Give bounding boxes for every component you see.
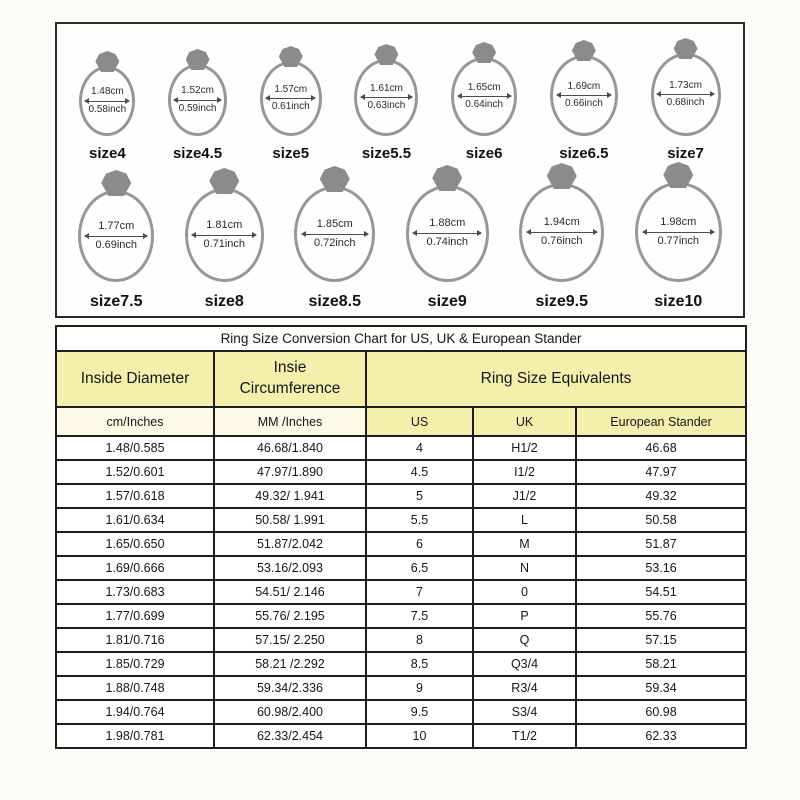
- table-cell: R3/4: [473, 676, 576, 700]
- table-cell: 51.87: [576, 532, 746, 556]
- ring-size-label: size9.5: [535, 293, 588, 310]
- ring-size-conversion-table: [55, 325, 747, 749]
- column-header-cm-inches: cm/Inches: [56, 407, 214, 436]
- diameter-arrow-icon: [174, 100, 221, 101]
- ring-diagram: [519, 163, 604, 311]
- table-cell: 5.5: [366, 508, 473, 532]
- ring-measurement: [553, 81, 615, 111]
- diameter-inch: 0.64inch: [465, 99, 504, 110]
- table-cell: J1/2: [473, 484, 576, 508]
- table-cell: I1/2: [473, 460, 576, 484]
- table-row: [56, 508, 746, 532]
- diameter-arrow-icon: [361, 97, 412, 98]
- table-row: [56, 652, 746, 676]
- table-cell: Q: [473, 628, 576, 652]
- table-cell: 54.51: [576, 580, 746, 604]
- ring-band-icon: [185, 188, 264, 282]
- diameter-arrow-icon: [302, 234, 368, 235]
- diameter-cm: 1.57cm: [274, 83, 308, 95]
- ring-size-label: size4.5: [172, 145, 223, 162]
- ring-band-icon: [354, 59, 418, 136]
- ring-size-label: size8: [204, 293, 244, 310]
- table-row: [56, 460, 746, 484]
- ring-diagram: [354, 44, 418, 162]
- table-cell: 57.15: [576, 628, 746, 652]
- ring-diagram: [78, 170, 154, 311]
- table-cell: L: [473, 508, 576, 532]
- ring-measurement: [188, 219, 261, 252]
- table-row: [56, 628, 746, 652]
- ring-measurement: [81, 220, 151, 253]
- group-header-equivalents: Ring Size Equivalents: [366, 351, 746, 407]
- ring-band-icon: [79, 66, 135, 136]
- ring-size-diagram-panel: [55, 22, 745, 318]
- diameter-inch: 0.61inch: [271, 101, 310, 112]
- table-cell: 5: [366, 484, 473, 508]
- ring-diagram: [79, 51, 135, 162]
- ring-row-1: [63, 38, 737, 162]
- diameter-inch: 0.66inch: [564, 98, 603, 109]
- table-cell: Q3/4: [473, 652, 576, 676]
- table-cell: H1/2: [473, 436, 576, 460]
- table-cell: 47.97/1.890: [214, 460, 366, 484]
- table-cell: 59.34: [576, 676, 746, 700]
- table-cell: 1.94/0.764: [56, 700, 214, 724]
- diameter-cm: 1.52cm: [181, 85, 214, 96]
- table-cell: 6: [366, 532, 473, 556]
- column-header-mm-inches: MM /Inches: [214, 407, 366, 436]
- diameter-cm: 1.77cm: [98, 219, 135, 232]
- diameter-cm: 1.48cm: [90, 86, 124, 97]
- table-cell: 57.15/ 2.250: [214, 628, 366, 652]
- diameter-inch: 0.74inch: [426, 236, 469, 248]
- ring-band-icon: [78, 190, 154, 282]
- ring-measurement: [263, 84, 319, 114]
- table-cell: 8.5: [366, 652, 473, 676]
- table-cell: 62.33: [576, 724, 746, 748]
- table-cell: 1.81/0.716: [56, 628, 214, 652]
- table-cell: 1.57/0.618: [56, 484, 214, 508]
- table-cell: 60.98/2.400: [214, 700, 366, 724]
- ring-size-label: size9: [427, 293, 467, 310]
- table-row: [56, 604, 746, 628]
- ring-measurement: [454, 82, 514, 112]
- ring-row-2: [63, 162, 737, 311]
- table-title-row: [56, 326, 746, 351]
- ring-band-icon: [260, 61, 322, 136]
- table-row: [56, 484, 746, 508]
- table-cell: 1.52/0.601: [56, 460, 214, 484]
- diameter-inch: 0.71inch: [203, 237, 246, 250]
- table-cell: T1/2: [473, 724, 576, 748]
- table-cell: 53.16: [576, 556, 746, 580]
- ring-measurement: [297, 218, 372, 251]
- table-cell: 50.58/ 1.991: [214, 508, 366, 532]
- ring-size-label: size4: [88, 145, 126, 162]
- ring-diagram: [260, 46, 322, 162]
- diameter-arrow-icon: [413, 233, 481, 234]
- ring-size-label: size5.5: [361, 145, 412, 162]
- ring-band-icon: [519, 183, 604, 282]
- table-row: [56, 556, 746, 580]
- table-cell: 1.61/0.634: [56, 508, 214, 532]
- ring-diagram: [651, 38, 721, 162]
- diameter-arrow-icon: [527, 232, 597, 233]
- table-row: [56, 580, 746, 604]
- table-cell: 6.5: [366, 556, 473, 580]
- ring-size-label: size7.5: [90, 293, 143, 310]
- group-header-inside-diameter: Inside Diameter: [56, 351, 214, 407]
- table-cell: 59.34/2.336: [214, 676, 366, 700]
- table-cell: 0: [473, 580, 576, 604]
- diameter-arrow-icon: [192, 235, 256, 236]
- diameter-arrow-icon: [557, 95, 612, 96]
- diameter-cm: 1.73cm: [669, 79, 702, 91]
- ring-band-icon: [451, 57, 517, 136]
- ring-band-icon: [168, 64, 227, 136]
- diameter-inch: 0.77inch: [657, 234, 700, 247]
- ring-measurement: [522, 216, 601, 249]
- table-cell: 51.87/2.042: [214, 532, 366, 556]
- group-header-circumference: [214, 351, 366, 407]
- column-header-us: US: [366, 407, 473, 436]
- diameter-cm: 1.65cm: [467, 81, 501, 93]
- diameter-cm: 1.81cm: [206, 218, 243, 231]
- diameter-cm: 1.88cm: [429, 217, 466, 230]
- ring-diagram: [635, 162, 722, 311]
- table-row: [56, 700, 746, 724]
- group-header-circumference-text: Insie Circumference: [239, 359, 341, 397]
- table-cell: 1.85/0.729: [56, 652, 214, 676]
- table-row: [56, 532, 746, 556]
- diameter-arrow-icon: [266, 98, 315, 99]
- ring-diagram: [168, 49, 227, 162]
- table-cell: P: [473, 604, 576, 628]
- diameter-arrow-icon: [85, 101, 129, 102]
- ring-measurement: [409, 217, 486, 250]
- diameter-arrow-icon: [458, 96, 511, 97]
- ring-diagram: [406, 165, 489, 311]
- table-cell: 1.77/0.699: [56, 604, 214, 628]
- table-cell: 9.5: [366, 700, 473, 724]
- table-cell: 60.98: [576, 700, 746, 724]
- diameter-inch: 0.72inch: [313, 236, 356, 249]
- ring-measurement: [638, 216, 719, 249]
- ring-size-label: size7: [667, 145, 704, 162]
- table-title: Ring Size Conversion Chart for US, UK & European Stander: [56, 326, 746, 351]
- ring-measurement: [171, 85, 224, 115]
- diameter-cm: 1.94cm: [543, 216, 580, 229]
- ring-size-label: size8.5: [308, 293, 361, 310]
- diameter-cm: 1.98cm: [660, 215, 697, 228]
- table-cell: M: [473, 532, 576, 556]
- diameter-cm: 1.69cm: [567, 80, 601, 92]
- diameter-arrow-icon: [85, 236, 147, 237]
- table-cell: 1.48/0.585: [56, 436, 214, 460]
- ring-size-label: size6: [465, 145, 503, 162]
- table-cell: 46.68/1.840: [214, 436, 366, 460]
- table-cell: 50.58: [576, 508, 746, 532]
- table-cell: 49.32: [576, 484, 746, 508]
- table-cell: 47.97: [576, 460, 746, 484]
- diameter-inch: 0.59inch: [178, 102, 217, 114]
- table-cell: 54.51/ 2.146: [214, 580, 366, 604]
- table-cell: 62.33/2.454: [214, 724, 366, 748]
- table-cell: 1.98/0.781: [56, 724, 214, 748]
- ring-diagram: [550, 40, 618, 162]
- table-cell: 8: [366, 628, 473, 652]
- diameter-inch: 0.69inch: [95, 238, 138, 251]
- ring-size-label: size6.5: [559, 145, 609, 162]
- ring-diagram: [451, 42, 517, 162]
- column-header-uk: UK: [473, 407, 576, 436]
- table-cell: 1.88/0.748: [56, 676, 214, 700]
- column-header-european: European Stander: [576, 407, 746, 436]
- table-cell: 53.16/2.093: [214, 556, 366, 580]
- table-row: [56, 724, 746, 748]
- table-cell: 58.21 /2.292: [214, 652, 366, 676]
- table-cell: 1.73/0.683: [56, 580, 214, 604]
- table-cell: 1.65/0.650: [56, 532, 214, 556]
- ring-measurement: [357, 83, 415, 113]
- table-cell: 4: [366, 436, 473, 460]
- ring-measurement: [654, 80, 718, 110]
- diameter-inch: 0.76inch: [540, 235, 583, 247]
- table-cell: N: [473, 556, 576, 580]
- diameter-cm: 1.61cm: [370, 82, 403, 94]
- ring-band-icon: [651, 53, 721, 136]
- table-cell: 58.21: [576, 652, 746, 676]
- table-cell: 1.69/0.666: [56, 556, 214, 580]
- table-cell: 49.32/ 1.941: [214, 484, 366, 508]
- table-row: [56, 436, 746, 460]
- table-cell: 55.76/ 2.195: [214, 604, 366, 628]
- ring-size-label: size10: [654, 293, 703, 310]
- column-header-row: [56, 407, 746, 436]
- table-cell: 46.68: [576, 436, 746, 460]
- diameter-arrow-icon: [643, 232, 714, 233]
- diameter-cm: 1.85cm: [316, 217, 353, 230]
- table-cell: 10: [366, 724, 473, 748]
- diameter-inch: 0.58inch: [88, 103, 127, 115]
- table-cell: 7: [366, 580, 473, 604]
- table-cell: 4.5: [366, 460, 473, 484]
- diameter-inch: 0.68inch: [666, 97, 705, 108]
- table-cell: 9: [366, 676, 473, 700]
- table-cell: S3/4: [473, 700, 576, 724]
- ring-band-icon: [635, 182, 722, 282]
- ring-measurement: [82, 86, 132, 116]
- table-cell: 55.76: [576, 604, 746, 628]
- diameter-arrow-icon: [657, 94, 713, 95]
- ring-band-icon: [550, 55, 618, 136]
- group-header-row: [56, 351, 746, 407]
- ring-diagram: [185, 168, 264, 311]
- ring-band-icon: [406, 185, 489, 282]
- ring-diagram: [294, 166, 375, 311]
- ring-band-icon: [294, 186, 375, 282]
- diameter-inch: 0.63inch: [367, 100, 406, 111]
- table-cell: 7.5: [366, 604, 473, 628]
- ring-size-label: size5: [272, 145, 310, 162]
- table-row: [56, 676, 746, 700]
